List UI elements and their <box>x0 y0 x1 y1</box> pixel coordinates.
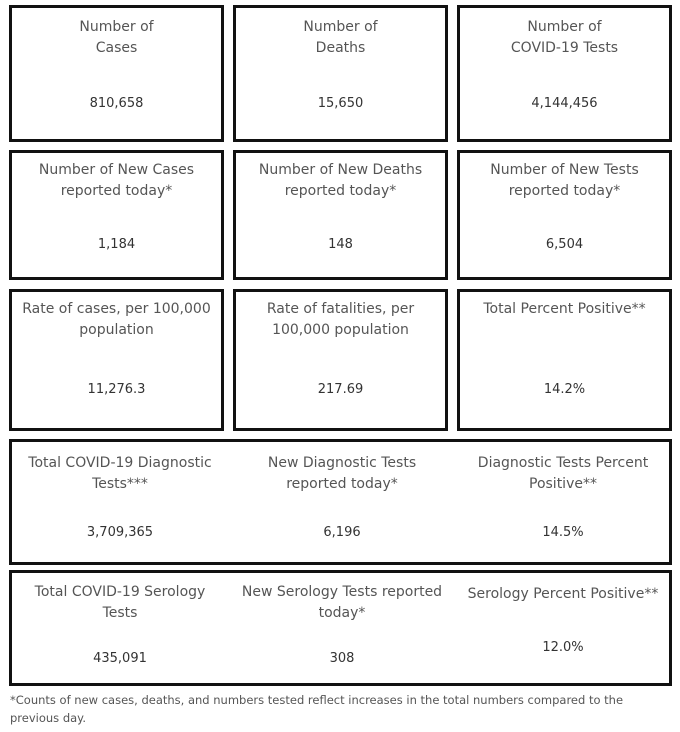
serology-new-value: 308 <box>329 651 355 666</box>
tile-label: Number of New Tests reported today* <box>490 162 639 199</box>
diagnostic-percent-label: Diagnostic Tests Percent Positive** <box>477 455 649 492</box>
tile-label: Number of Deaths <box>303 19 378 56</box>
tile-number-of-cases <box>9 5 224 142</box>
tile-label: Rate of cases, per 100,000 population <box>22 301 211 338</box>
tile-number-of-tests <box>457 5 672 142</box>
serology-new-label: New Serology Tests reported today* <box>241 584 443 621</box>
panel-serology-tests <box>9 570 672 686</box>
tile-value: 148 <box>328 237 353 252</box>
tile-label: Number of Cases <box>79 19 154 56</box>
diagnostic-new-label: New Diagnostic Tests reported today* <box>267 455 417 492</box>
serology-percent-label: Serology Percent Positive** <box>467 586 659 602</box>
tile-new-tests <box>457 150 672 280</box>
tile-case-rate <box>9 289 224 431</box>
tile-value: 14.2% <box>543 382 586 397</box>
diagnostic-total-label: Total COVID-19 Diagnostic Tests*** <box>28 455 212 492</box>
tile-label: Number of New Deaths reported today* <box>258 162 423 199</box>
tile-label: Number of COVID-19 Tests <box>510 19 619 56</box>
serology-percent-value: 12.0% <box>542 640 584 655</box>
tile-value: 217.69 <box>317 382 364 397</box>
footnote: *Counts of new cases, deaths, and numbers tested reflect increases in the total numbers compared to the previous day. <box>10 693 624 725</box>
tile-new-cases <box>9 150 224 280</box>
tile-label: Rate of fatalities, per 100,000 population <box>266 301 415 338</box>
diagnostic-total-value: 3,709,365 <box>86 525 154 540</box>
tile-value: 11,276.3 <box>87 382 146 397</box>
serology-total-value: 435,091 <box>93 651 147 666</box>
diagnostic-percent-value: 14.5% <box>542 525 584 540</box>
diagnostic-new-value: 6,196 <box>323 525 361 540</box>
panel-diagnostic-tests <box>9 439 672 565</box>
tile-value: 1,184 <box>97 237 136 252</box>
tile-number-of-deaths <box>233 5 448 142</box>
tile-new-deaths <box>233 150 448 280</box>
tile-label: Number of New Cases reported today* <box>38 162 195 199</box>
tile-fatality-rate <box>233 289 448 431</box>
tile-label: Total Percent Positive** <box>483 301 646 317</box>
tile-value: 4,144,456 <box>531 96 598 111</box>
tile-total-percent-positive <box>457 289 672 431</box>
tile-value: 6,504 <box>545 237 584 252</box>
tile-value: 810,658 <box>89 96 144 111</box>
tile-value: 15,650 <box>317 96 364 111</box>
serology-total-label: Total COVID-19 Serology Tests <box>34 584 206 621</box>
